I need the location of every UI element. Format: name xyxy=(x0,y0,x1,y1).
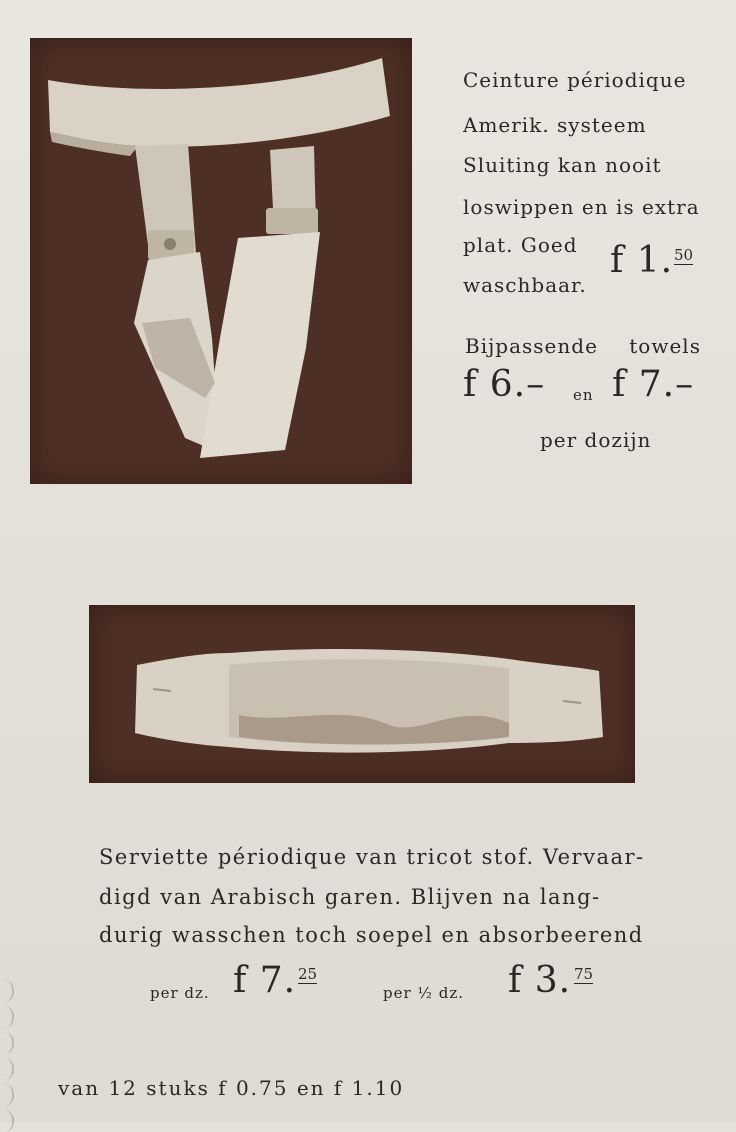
price-half-integer: 3. xyxy=(534,960,572,1001)
belt-desc-line-4: loswippen en is extra xyxy=(463,195,700,219)
serviette-desc-line-1: Serviette périodique van tricot stof. Vervaar- xyxy=(99,845,645,869)
binding-rings xyxy=(0,0,16,1122)
belt-price-cents: 50 xyxy=(674,246,694,264)
towels-label: Bijpassende towels xyxy=(465,334,701,358)
towel-conjunction: en xyxy=(573,386,594,404)
belt-price xyxy=(610,240,673,281)
belt-desc-line-6: waschbaar. xyxy=(463,273,587,297)
belt-desc-line-5: plat. Goed xyxy=(463,233,578,257)
footer-price-line: van 12 stuks f 0.75 en f 1.10 xyxy=(58,1076,405,1100)
price-half-dozen-label: per ½ dz. xyxy=(383,984,464,1002)
serviette-desc-line-2: digd van Arabisch garen. Blijven na lang- xyxy=(99,885,601,909)
belt-photo xyxy=(30,38,412,484)
price-half-cents: 75 xyxy=(574,965,594,983)
price-dozen-cents: 25 xyxy=(298,965,318,983)
per-dozen-label: per dozijn xyxy=(540,428,652,452)
price-dozen-integer: 7. xyxy=(259,960,297,1001)
price-half-dozen xyxy=(508,960,571,1001)
towel-price-b: f 7.– xyxy=(612,364,695,405)
serviette-desc-line-3: durig wasschen toch soepel en absorbeerend xyxy=(99,923,644,947)
towel-price-a: f 6.– xyxy=(463,364,546,405)
belt-desc-line-3: Sluiting kan nooit xyxy=(463,153,662,177)
price-half-currency: f xyxy=(508,960,523,1001)
serviette-photo xyxy=(89,605,635,783)
belt-price-integer: 1. xyxy=(636,240,674,281)
price-dozen xyxy=(233,960,296,1001)
belt-price-currency: f xyxy=(610,240,625,281)
price-dozen-currency: f xyxy=(233,960,248,1001)
belt-desc-line-2: Amerik. systeem xyxy=(463,113,647,137)
belt-desc-line-1: Ceinture périodique xyxy=(463,68,687,92)
price-dozen-label: per dz. xyxy=(150,984,210,1002)
